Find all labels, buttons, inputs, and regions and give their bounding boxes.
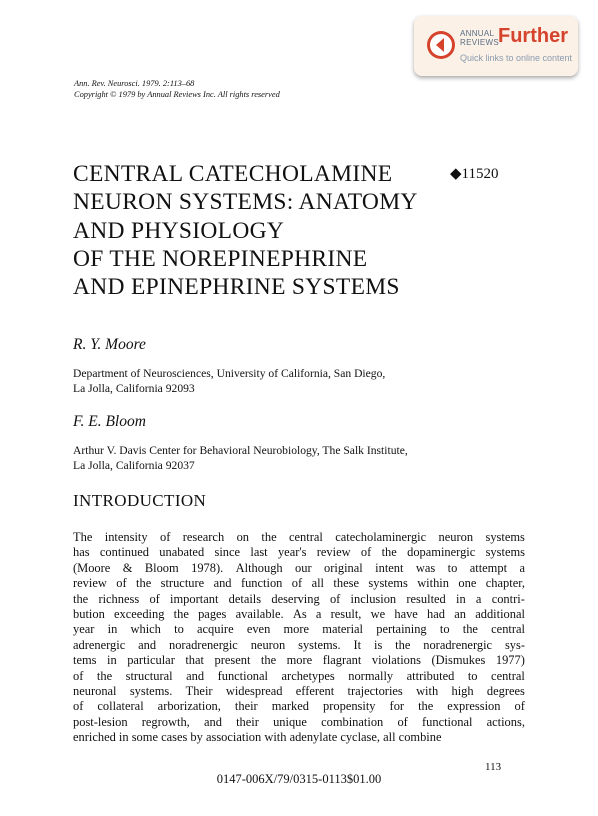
page-number: 113 (485, 761, 502, 773)
annual-reviews-label: ANNUAL REVIEWS (460, 29, 499, 47)
title-line: CENTRAL CATECHOLAMINE (73, 161, 393, 187)
author-name: F. E. Bloom (73, 413, 146, 430)
body-line: year in which to acquire even more material pertaining to the central (73, 622, 525, 637)
affiliation-line: La Jolla, California 92093 (73, 382, 195, 395)
body-line: the richness of important details deserving of inclusion resulted in a contri- (73, 591, 525, 606)
title-line: OF THE NOREPINEPHRINE (73, 245, 368, 272)
body-line: (Moore & Bloom 1978). Although our original intent was to attempt a (73, 560, 525, 575)
body-paragraph (73, 530, 525, 746)
section-heading: INTRODUCTION (73, 491, 207, 510)
body-line: post-lesion regrowth, and their unique combination of functional actions, (73, 714, 525, 729)
affiliation-line: La Jolla, California 92037 (73, 459, 195, 472)
citation-line: Ann. Rev. Neurosci. 1979. 2:113–68 (74, 79, 195, 88)
title-line: AND EPINEPHRINE SYSTEMS (73, 274, 400, 301)
copyright-line: Copyright © 1979 by Annual Reviews Inc. All rights reserved (74, 90, 280, 99)
body-line: tems in particular that present the more flagrant violations (Dismukes 1977) (73, 653, 525, 668)
badge-subtitle: Quick links to online content (460, 53, 573, 63)
citation (74, 78, 280, 100)
author-affiliation (73, 443, 408, 473)
body-line: has continued unabated since last year's review of the dopaminergic systems (73, 545, 525, 560)
title-line: AND PHYSIOLOGY (73, 217, 285, 244)
author-name: R. Y. Moore (73, 336, 146, 353)
author-affiliation (73, 366, 385, 396)
affiliation-line: Department of Neurosciences, University of California, San Diego, (73, 367, 386, 380)
further-badge[interactable] (414, 16, 578, 76)
body-line: bution exceeding the pages available. As a result, we have had an additional (73, 607, 525, 622)
annual-reviews-logo-icon (426, 30, 456, 60)
article-id: ◆11520 (450, 166, 499, 182)
affiliation-line: Arthur V. Davis Center for Behavioral Neurobiology, The Salk Institute, (73, 444, 408, 457)
body-line: review of the structure and function of all these systems within one chapter, (73, 576, 525, 591)
article-title (73, 160, 433, 301)
body-line: adrenergic and noradrenergic neuron systems. It is the noradrenergic sys- (73, 637, 525, 652)
body-line: of the structural and functional archetypes normally attributed to central (73, 668, 525, 683)
body-line: of collateral arborization, their marked propensity for the expression of (73, 699, 525, 714)
body-line: enriched in some cases by association with adenylate cyclase, all combine (73, 730, 442, 745)
body-line: neuronal systems. Their widespread efferent trajectories with high degrees (73, 684, 525, 699)
body-line: The intensity of research on the central catecholaminergic neuron systems (73, 530, 525, 544)
article-code: 0147-006X/79/0315-0113$01.00 (216, 772, 382, 786)
further-label: Further (498, 25, 568, 47)
title-line: NEURON SYSTEMS: ANATOMY (73, 189, 418, 216)
